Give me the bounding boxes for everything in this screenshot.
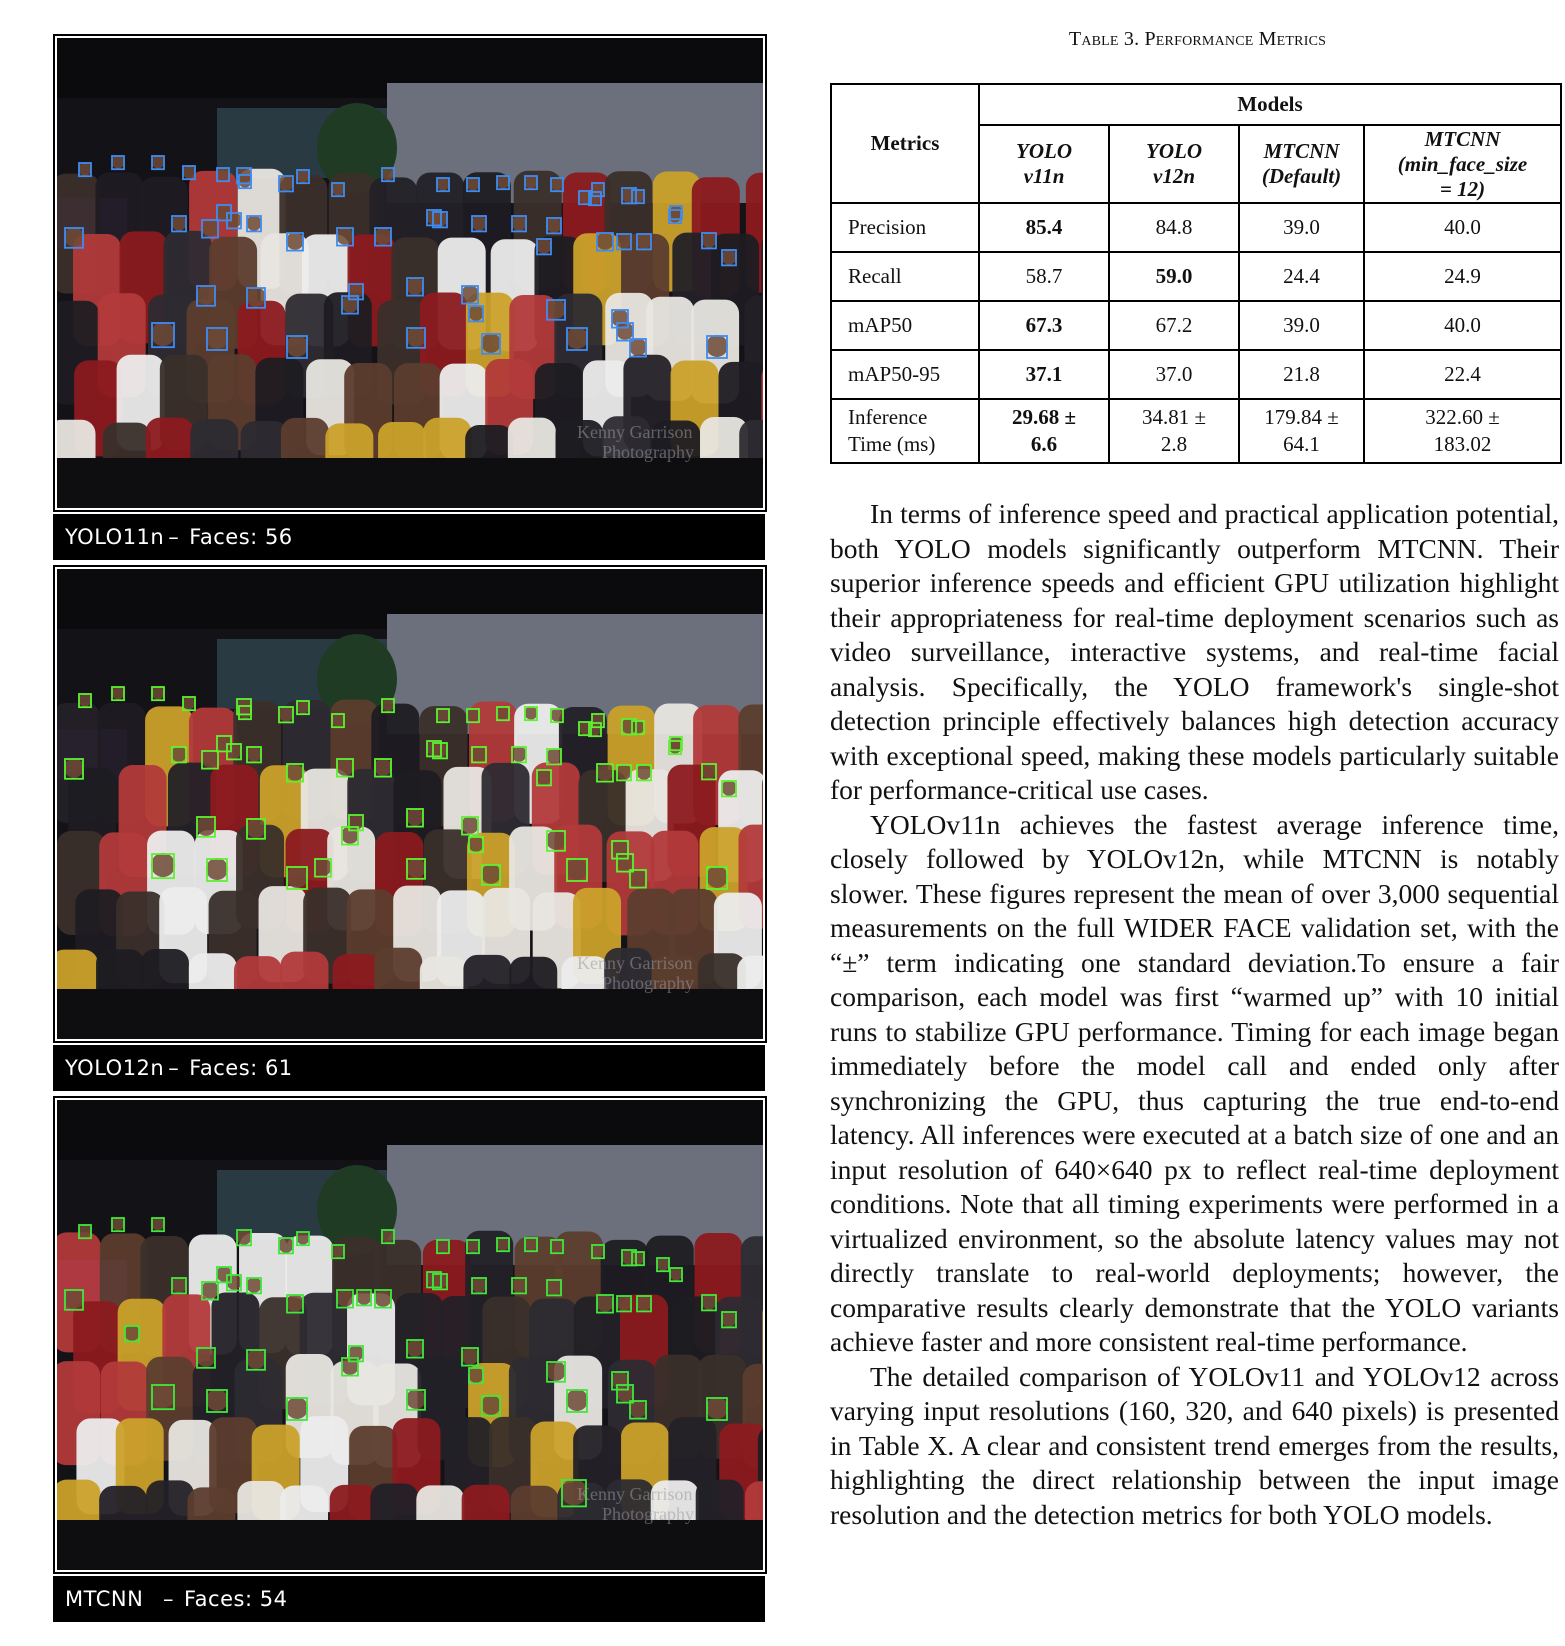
face	[171, 1277, 186, 1292]
face	[374, 758, 392, 776]
table-cell: 85.4	[979, 203, 1109, 252]
table-cell: 67.3	[979, 301, 1109, 350]
face	[286, 866, 308, 888]
panel-caption: YOLO12n – Faces : 61	[53, 1045, 765, 1091]
face	[216, 1266, 231, 1281]
watermark-text: Kenny Garrison	[577, 1484, 693, 1504]
face	[406, 277, 424, 295]
face	[206, 327, 228, 349]
face	[381, 698, 394, 711]
table-cell: 29.68 ± 6.6	[979, 399, 1109, 463]
face	[616, 853, 634, 871]
face	[471, 215, 486, 230]
column-header-mtcnn-default: MTCNN (Default)	[1239, 125, 1364, 203]
models-header: Models	[979, 84, 1561, 125]
face	[546, 217, 561, 232]
face	[546, 748, 561, 763]
panel-model-name: YOLO12n	[65, 1056, 165, 1080]
face	[201, 750, 219, 768]
panel-model-name: YOLO11n	[65, 525, 165, 549]
face	[196, 816, 216, 836]
metric-name: Precision	[831, 203, 979, 252]
face	[566, 1389, 588, 1411]
face	[468, 305, 483, 320]
face	[546, 830, 566, 850]
face	[356, 1289, 371, 1304]
crowd-photo-svg	[57, 38, 763, 508]
metrics-header: Metrics	[831, 84, 979, 203]
face	[286, 335, 308, 357]
face	[64, 1289, 84, 1309]
crowd-photo-svg	[57, 1100, 763, 1570]
table-title: Table 3. Performance Metrics	[1068, 28, 1327, 50]
face	[436, 708, 449, 721]
paragraph: In terms of inference speed and practical application potential, both YOLO models significantly outperform MTCNN. Their superior inference speeds and efficient GPU utilization highlight their appropriateness for real-time deployment scenarios such as video surveillance, interactive systems, and real-time facial analysis. Specifically, the YOLO framework's single-shot detection principle effectively balances high detection accuracy with exceptional speed, making these models particularly suitable for performance-critical use cases.	[830, 498, 1559, 805]
face	[196, 1347, 216, 1367]
watermark-text: Photography	[602, 442, 694, 462]
face	[511, 746, 526, 761]
face	[78, 162, 91, 175]
face	[546, 1279, 561, 1294]
table-cell: 58.7	[979, 252, 1109, 301]
face	[432, 1273, 447, 1288]
face	[374, 1289, 392, 1307]
face	[124, 1325, 139, 1340]
face	[331, 1244, 344, 1257]
face	[64, 227, 84, 247]
crowd-photo	[55, 567, 765, 1041]
face	[471, 746, 486, 761]
face	[246, 215, 261, 230]
face	[631, 1251, 644, 1264]
face	[631, 189, 644, 202]
face	[721, 780, 736, 795]
face	[546, 299, 566, 319]
crowd-photo	[55, 1098, 765, 1572]
face	[238, 705, 251, 718]
faces-label: Faces	[189, 525, 251, 549]
face	[721, 1311, 736, 1326]
face	[406, 858, 426, 878]
face	[461, 816, 479, 834]
table-cell: 40.0	[1364, 301, 1561, 350]
face	[550, 177, 563, 190]
face	[656, 1257, 669, 1270]
caption-separator: –	[163, 1587, 174, 1611]
paragraph: The detailed comparison of YOLOv11 and YOLOv12 across varying input resolutions (160, 320, and 640 pixels) is presented in Table X. A clear and consistent trend emerges from the results, highlighting the direct relationship between the input image resolution and the detection metrics for both YOLO models.	[830, 1360, 1559, 1530]
faces-label: Faces	[184, 1587, 245, 1611]
panel-caption: MTCNN – Faces : 54	[53, 1576, 765, 1622]
face	[151, 1217, 164, 1230]
table-cell: 39.0	[1239, 301, 1364, 350]
table-cell: 67.2	[1109, 301, 1239, 350]
face	[636, 1295, 651, 1310]
face	[511, 1277, 526, 1292]
face	[496, 175, 509, 188]
watermark-text: Photography	[602, 973, 694, 993]
face	[111, 155, 124, 168]
face	[286, 1397, 308, 1419]
face	[151, 155, 164, 168]
face	[566, 327, 588, 349]
face	[216, 167, 229, 180]
crowd-photo	[55, 36, 765, 510]
face	[706, 335, 728, 357]
table-cell: 24.4	[1239, 252, 1364, 301]
face	[238, 174, 251, 187]
face	[706, 866, 728, 888]
face	[111, 686, 124, 699]
face	[278, 1237, 293, 1252]
face	[296, 1231, 309, 1244]
face	[496, 706, 509, 719]
face	[296, 169, 309, 182]
face	[701, 1294, 716, 1309]
column-header-yolo-v11n: YOLO v11n	[979, 125, 1109, 203]
face	[466, 708, 479, 721]
face	[461, 1347, 479, 1365]
face	[721, 249, 736, 264]
face	[596, 763, 614, 781]
face	[246, 287, 266, 307]
face	[616, 764, 631, 779]
watermark-text: Kenny Garrison	[577, 422, 693, 442]
face	[246, 818, 266, 838]
face	[286, 1294, 304, 1312]
face	[246, 746, 261, 761]
face	[151, 322, 175, 346]
face	[206, 1389, 228, 1411]
face	[278, 175, 293, 190]
face	[436, 1239, 449, 1252]
face	[550, 1239, 563, 1252]
face	[636, 764, 651, 779]
table-cell: 40.0	[1364, 203, 1561, 252]
face	[201, 1281, 219, 1299]
face	[524, 1237, 537, 1250]
floor	[57, 989, 763, 1039]
watermark-text: Kenny Garrison	[577, 953, 693, 973]
face	[201, 219, 219, 237]
performance-metrics-table	[830, 83, 1562, 464]
body-text	[830, 497, 1559, 1532]
crowd-photo-svg	[57, 569, 763, 1039]
table-row-inference-time	[831, 399, 1561, 463]
table-cell: 21.8	[1239, 350, 1364, 399]
watermark-text: Photography	[602, 1504, 694, 1524]
face	[636, 233, 651, 248]
table-row	[831, 203, 1561, 252]
face	[406, 808, 424, 826]
face	[524, 175, 537, 188]
face	[246, 1349, 266, 1369]
face	[596, 232, 614, 250]
face	[314, 858, 332, 876]
face	[151, 853, 175, 877]
face	[468, 836, 483, 851]
face	[701, 232, 716, 247]
table-cell: 84.8	[1109, 203, 1239, 252]
metric-name: Inference Time (ms)	[831, 399, 979, 463]
face	[286, 763, 304, 781]
face	[466, 1239, 479, 1252]
face	[171, 215, 186, 230]
face	[524, 706, 537, 719]
face	[336, 1289, 354, 1307]
faces-label: Faces	[189, 1056, 251, 1080]
face	[286, 232, 304, 250]
face	[616, 322, 634, 340]
face	[406, 1389, 426, 1409]
face	[151, 686, 164, 699]
caption-separator: –	[168, 1056, 180, 1080]
column-header-yolo-v12n: YOLO v12n	[1109, 125, 1239, 203]
caption-separator: –	[168, 525, 180, 549]
face	[236, 1229, 251, 1244]
face	[471, 1277, 486, 1292]
face	[182, 165, 195, 178]
face	[481, 1395, 501, 1415]
face	[78, 693, 91, 706]
metric-name: mAP50	[831, 301, 979, 350]
face	[374, 227, 392, 245]
face	[336, 758, 354, 776]
faces-count: 61	[264, 1056, 293, 1080]
face	[546, 1361, 566, 1381]
face	[468, 1367, 483, 1382]
face	[216, 204, 231, 219]
face	[196, 285, 216, 305]
paragraph: YOLOv11n achieves the fastest average inference time, closely followed by YOLOv12n, while MTCNN is notably slower. These figures represent the mean of over 3,000 sequential measurements on the full WIDER FACE validation set, with the “±” term indicating one standard deviation.To ensure a fair comparison, each model was first “warmed up” with 10 initial runs to stabilize GPU performance. Timing for each image began immediately before the model call and ended only after synchronizing the GPU, thus capturing the true end‑to‑end latency. All inferences were executed at a batch size of one and an input resolution of 640×640 px to reflect real‑time deployment conditions. Note that all timing experiments were performed in a virtualized environment, so the absolute latency values may not directly translate to real‑world deployments; however, the comparative results clearly demonstrate that the YOLO variants achieve faster and more consistent real‑time performance.	[830, 808, 1559, 1357]
face	[481, 864, 501, 884]
table-row	[831, 350, 1561, 399]
face	[182, 696, 195, 709]
face	[481, 333, 501, 353]
panel-caption: YOLO11n – Faces : 56	[53, 514, 765, 560]
metric-name: mAP50-95	[831, 350, 979, 399]
face	[536, 238, 551, 253]
face	[536, 769, 551, 784]
table-cell: 39.0	[1239, 203, 1364, 252]
face	[706, 1397, 728, 1419]
table-cell: 24.9	[1364, 252, 1561, 301]
face	[206, 858, 228, 880]
face	[432, 211, 447, 226]
face	[466, 177, 479, 190]
face	[331, 713, 344, 726]
face	[296, 700, 309, 713]
face	[669, 1267, 682, 1280]
face	[64, 758, 84, 778]
face	[171, 746, 186, 761]
table-cell: 179.84 ± 64.1	[1239, 399, 1364, 463]
face	[461, 285, 479, 303]
face	[511, 215, 526, 230]
column-header-mtcnn-min-face: MTCNN (min_face_size = 12)	[1364, 125, 1561, 203]
face	[111, 1217, 124, 1230]
floor	[57, 1520, 763, 1570]
metric-name: Recall	[831, 252, 979, 301]
table-cell: 37.1	[979, 350, 1109, 399]
face	[381, 167, 394, 180]
face	[550, 708, 563, 721]
face	[566, 858, 588, 880]
table-cell: 322.60 ± 183.02	[1364, 399, 1561, 463]
face	[496, 1237, 509, 1250]
face	[432, 742, 447, 757]
face	[616, 1384, 634, 1402]
face	[596, 1294, 614, 1312]
face	[591, 1244, 604, 1257]
faces-count: 54	[259, 1587, 288, 1611]
table-row	[831, 252, 1561, 301]
face	[331, 182, 344, 195]
face	[336, 227, 354, 245]
panel-model-name: MTCNN	[65, 1587, 144, 1611]
face	[616, 1295, 631, 1310]
face	[151, 1384, 175, 1408]
table-cell: 37.0	[1109, 350, 1239, 399]
face	[616, 233, 631, 248]
face	[246, 1277, 261, 1292]
table-row	[831, 301, 1561, 350]
face	[406, 1339, 424, 1357]
table-cell: 59.0	[1109, 252, 1239, 301]
face	[631, 720, 644, 733]
face	[216, 735, 231, 750]
table-cell: 22.4	[1364, 350, 1561, 399]
face	[78, 1224, 91, 1237]
face	[381, 1229, 394, 1242]
floor	[57, 458, 763, 508]
table-cell: 34.81 ± 2.8	[1109, 399, 1239, 463]
face	[278, 706, 293, 721]
face	[436, 177, 449, 190]
face	[701, 763, 716, 778]
faces-count: 56	[264, 525, 293, 549]
face	[406, 327, 426, 347]
